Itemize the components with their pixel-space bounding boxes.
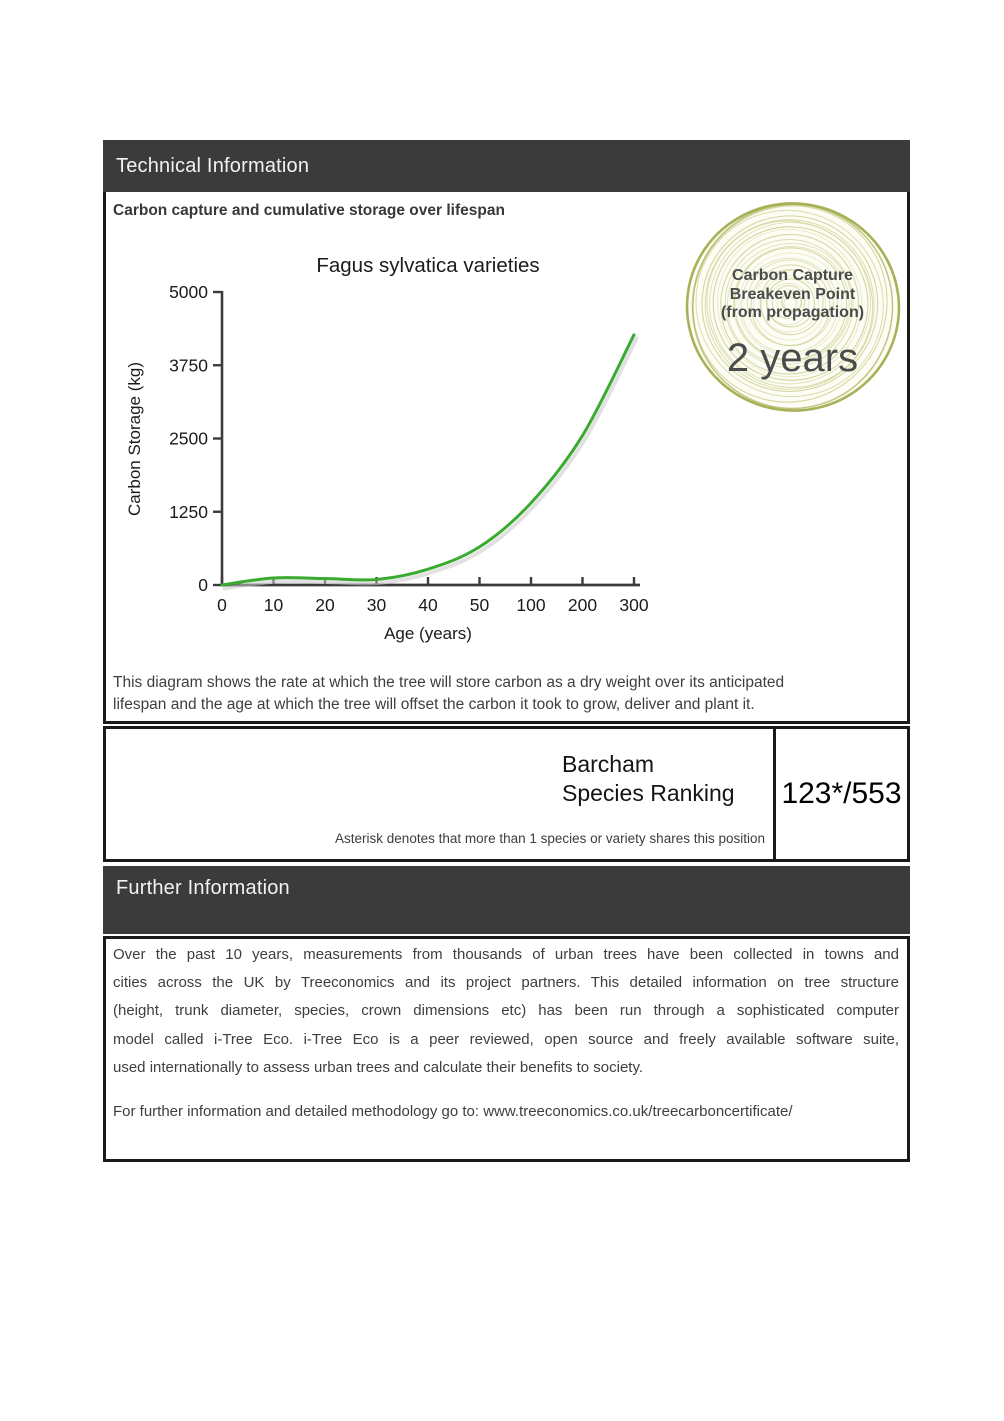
paragraph-line-3: (height, trunk diameter, species, crown dimensions etc) has been run through a sophisticated computer bbox=[113, 1002, 899, 1020]
paragraph-line-5: used internationally to assess urban trees and calculate their benefits to society. bbox=[113, 1058, 644, 1076]
svg-text:100: 100 bbox=[516, 595, 546, 615]
svg-text:0: 0 bbox=[217, 595, 227, 615]
carbon-capture-heading: Carbon capture and cumulative storage over lifespan bbox=[113, 202, 505, 219]
breakeven-value: 2 years bbox=[726, 335, 859, 380]
svg-text:5000: 5000 bbox=[169, 282, 208, 302]
asterisk-note: Asterisk denotes that more than 1 species or variety shares this position bbox=[335, 831, 765, 846]
carbon-storage-chart-svg bbox=[110, 235, 680, 655]
svg-text:10: 10 bbox=[263, 595, 284, 615]
description-line-1: This diagram shows the rate at which the tree will store carbon as a dry weight over its anticipated bbox=[113, 674, 785, 691]
technical-information-header bbox=[103, 140, 910, 192]
svg-text:200: 200 bbox=[567, 595, 598, 615]
species-ranking-label bbox=[562, 750, 735, 808]
ranking-label-line-2: Species Ranking bbox=[562, 780, 735, 806]
species-ranking-value: 123*/553 bbox=[781, 777, 902, 810]
svg-text:2500: 2500 bbox=[169, 428, 208, 449]
paragraph-line-1: Over the past 10 years, measurements from thousands of urban trees have been collected in towns and bbox=[113, 946, 899, 963]
badge-line-3: (from propagation) bbox=[720, 304, 865, 321]
svg-text:Age (years): Age (years) bbox=[384, 624, 472, 643]
chart-description bbox=[113, 672, 903, 715]
breakeven-badge-text bbox=[679, 267, 906, 380]
svg-text:40: 40 bbox=[418, 595, 438, 615]
ranking-label-line-1: Barcham bbox=[562, 751, 655, 777]
further-information-title: Further Information bbox=[116, 877, 290, 899]
svg-text:1250: 1250 bbox=[169, 501, 208, 522]
svg-text:50: 50 bbox=[469, 595, 490, 615]
badge-line-2: Breakeven Point bbox=[729, 285, 856, 303]
svg-text:30: 30 bbox=[366, 595, 387, 615]
svg-text:3750: 3750 bbox=[169, 355, 208, 376]
badge-line-1: Carbon Capture bbox=[732, 267, 853, 284]
carbon-storage-chart bbox=[110, 235, 680, 655]
svg-text:300: 300 bbox=[619, 595, 649, 615]
further-information-paragraph bbox=[113, 941, 899, 1082]
paragraph-line-2: cities across the UK by Treeconomics and its project partners. This detailed information on tree structure bbox=[113, 974, 899, 992]
svg-text:20: 20 bbox=[315, 595, 335, 615]
further-information-header bbox=[103, 866, 910, 934]
svg-text:0: 0 bbox=[198, 575, 208, 595]
paragraph-line-4: model called i-Tree Eco. i-Tree Eco is a peer reviewed, open source and freely available software suite, bbox=[113, 1030, 899, 1048]
technical-information-title: Technical Information bbox=[116, 154, 310, 177]
methodology-url-line: For further information and detailed methodology go to: www.treeconomics.co.uk/treecarboncertificate/ bbox=[113, 1103, 793, 1120]
description-line-2: lifespan and the age at which the tree will offset the carbon it took to grow, deliver and plant it. bbox=[113, 695, 755, 713]
breakeven-badge bbox=[679, 195, 906, 422]
svg-text:Fagus sylvatica varieties: Fagus sylvatica varieties bbox=[316, 254, 540, 277]
svg-text:Carbon Storage (kg): Carbon Storage (kg) bbox=[125, 361, 144, 517]
